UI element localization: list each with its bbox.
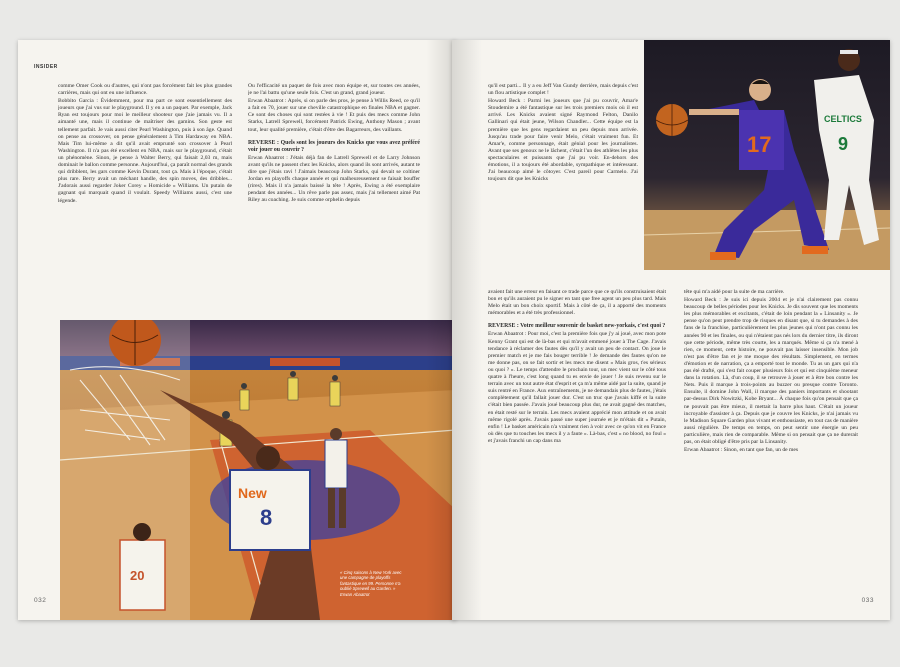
- svg-text:9: 9: [838, 134, 849, 154]
- left-page: [18, 40, 456, 620]
- paragraph: Erwan Abaatrot : Après, si on parle des pros, je pense à Willis Reed, ce qu'il a fait en 70, jouer sur une cheville catastrophique en finales NBA et gagner. Ce sont des choses qui sont restées à vie ! Et puis des mecs comme John Starks, Latrell Sprewell, forcément Patrick Ewing, Anthony Mason ; avant tout, leur qualité première, c'était d'être des Bagarreurs, des vaillants.: [248, 98, 420, 133]
- paragraph: Howard Beck : Parmi les joueurs que j'ai pu couvrir, Amar'e Stoudemire a été fantastique sur les trois premiers mois où il est arrivé. Les Knicks avaient signé Raymond Felton, Danilo Gallinari qui était jeune, Wilson Chandler... Cette équipe est la première que les gens regardaient un peu depuis mon arrivée. Jusqu'au trade pour faire venir Melo, c'était vraiment fun. Et Amar'e, comme personnage, était génial pour les journalistes. Avant que ses genoux ne le lâchent, c'était l'un des athlètes les plus spectaculaires et puissants que j'ai pu voir. En-dehors des émotions, il a toujours été abordable, sympathique et intéressant. J'ai beaucoup aimé le côtoyer. C'est pareil pour Carmelo. J'ai toujours dit que les Knicks: [488, 98, 638, 183]
- lin-rondo-photo: [644, 40, 890, 270]
- svg-text:20: 20: [130, 568, 145, 583]
- right-column-1-top: [488, 82, 638, 268]
- paragraph: qu'il est parti... Il y a eu Jeff Van Gundy derrière, mais depuis c'est un flou artistique complet !: [488, 83, 638, 97]
- right-column-1-bottom: [488, 288, 666, 598]
- paragraph: Howard Beck : Je suis ici depuis 2004 et je n'ai clairement pas connu beaucoup de belles périodes pour les Knicks. Je dis souvent que les moments les plus mémorables et excitants, c'était de loin pendant la « Linsanity ». Je pense qu'on peut prendre trop de risques en disant que, si tu demandes à des fans de la franchise, particulièrement les plus jeunes qui n'ont pas connu les années 90 et les finales, ou qui n'étaient pas nés lors du dernier titre, ils diront que cette période, même très courte, les a marqués. Même si ça n'a mené à rien, ce moment, cette histoire, ne pouvait pas laisser insensible. Mon job n'est pas d'être fan et je me moque des résultats. Simplement, en termes d'émotion et de narration, ça a emporté tout le monde. Tu as un gars qui n'a pas été drafté, qui s'est fait couper plusieurs fois et qui est cinquième meneur dans la rotation. Là, d'un coup, il se retrouve à jouer et à être bon contre les Nets. Puis il marque à trois-points au buzzer ou presque contre Toronto. Ensuite, il domine John Wall, il marque des paniers importants et shootant par-dessus Dirk Nowitzki, Kobe Bryant... À chaque fois qu'on pensait que ça ne pouvait pas être mieux, il mettait la barre plus haut. C'était un joueur incroyable d'assister à ça. Depuis que je couvre les Knicks, je n'ai jamais vu le Madison Square Garden plus vivant et enthousiaste, en tout cas de manière aussi régulière. De temps en temps, on peut sentir une énergie un peu particulière, mais rien de comparable. Même si on pensait que ça ne durerait pas, on était obligé d'être pris par la Linsanity.: [684, 297, 858, 445]
- paragraph: Bobbito Garcia : Évidemment, pour ma part ce sont essentiellement des joueurs que j'ai vus sur le playground. Il y en a un paquet. Par exemple, Jack Ryan est toujours pour moi le meilleur shooteur que j'aie jamais vu. Il a aimanté une, mais il continue de maîtriser des gamins. Son geste est tellement parfait. Je vais aussi citer Pearl Washington, puis à son âge. Quand on pense au crossover, on pense généralement à Tim Hardaway en NBA. Mais Tim lui-même a dit qu'il avait emprunté son crossover à Pearl Washington. Il n'a pas été excellent en NBA, mais sur le playground, c'était un phénomène. Sinon, je pense à Walter Berry, qui faisait 2,03 m, mais dominait le ballon comme personne. Aujourd'hui, ça paraît normal des grands qui dribblent, les gars comme Kevin Durant, tout ça. Mais à l'époque, c'était plus rare. Berry avait un méchant handle, des spin moves, des dribbles... J'adorais aussi regarder Joker Corey « Homicide » Williams. Un putain de gagnant qui marquait quand il voulait. Speedy Williams aussi, c'est une légende.: [58, 98, 232, 204]
- page-number-left: 032: [34, 597, 47, 604]
- svg-text:CELTICS: CELTICS: [824, 114, 862, 124]
- page-number-right: 033: [861, 597, 874, 604]
- right-page: [452, 40, 890, 620]
- svg-text:New: New: [238, 485, 267, 501]
- running-head: INSIDER: [34, 64, 58, 70]
- lin-rondo-image: [644, 40, 890, 270]
- knicks-dunk-photo: [60, 320, 456, 620]
- interview-question: REVERSE : Quels sont les joueurs des Knicks que vous avez préféré voir jouer ou couvrir ?: [248, 139, 420, 153]
- left-column-2: [248, 82, 420, 340]
- svg-text:17: 17: [747, 132, 772, 157]
- interview-question: REVERSE : Votre meilleur souvenir de basket new-yorkais, c'est quoi ?: [488, 323, 666, 330]
- paragraph: Erwan Abaatrot : Pour moi, c'est la première fois que j'y ai joué, avec mon pote Kenny Grant qui est de là-bas et qui m'avait emmené jouer à The Cage. J'avais tendance à réclamer des fautes dès qu'il y avait un peu de contact. On joue le premier match et je me fais bouger terrible ! Je demande des fautes qu'on ne me donne pas, on se fait sortir et les mecs me disent « Mais gros, t'es sérieux ou quoi ? ». Le temps d'attendre le prochain tour, un mec vient sur le côté tous quatre à l'heure, c'est long quand tu es envie de jouer ! Je suis revenu sur le terrain avec un tout autre état d'esprit et ça m'a même aidé par la suite, quand je suis rentré en France. Aux entraînements, je ne demandais plus de fautes, j'étais complètement qu'il fallait jouer dur. C'est un truc que j'avais kiffé et la suite c'était bien passée. J'avais joué beaucoup plus dur, ne avait gagné des matches, en était resté sur le terrain. Les mecs avaient apprécié mon attitude et on avait même rigolé après. J'avais passé une super journée et je m'étais dit « Putain, enfin ! Le basket américain n'a vraiment rien à voir avec ce qu'on vit en France où dès que tu touches les mecs il y a faute ». Là-bas, c'est « no blood, no foul » et j'avais franchi un cap dans ma: [488, 331, 666, 444]
- svg-text:8: 8: [260, 505, 273, 530]
- left-column-1: [58, 82, 232, 340]
- right-column-2-bottom: [684, 288, 858, 598]
- paragraph: tête qui m'a aidé pour la suite de ma carrière.: [684, 289, 785, 295]
- paragraph: avaient fait une erreur en faisant ce trade parce que ce qu'ils construisaient était bon et qu'ils auraient pu le signer en tant que free agent un peu plus tard. Mais Melo était un bon choix sportif. Mais à côté de ça, il a apporté des moments mémorables et a été très professionnel.: [488, 289, 666, 317]
- paragraph: Erwan Abaatrot : Sinon, en tant que fan, un de mes: [684, 447, 799, 454]
- paragraph: comme Omer Cook ou d'autres, qui n'ont pas forcément fait les plus grandes carrières, mais qui ont eu une influence.: [58, 83, 232, 97]
- paragraph: Erwan Abaatrot : J'étais déjà fan de Latrell Sprewell et de Larry Johnson avant qu'ils ne passent chez les Knicks, alors quand ils sont arrivés, autant te dire que j'étais ravi ! J'aimais beaucoup John Starks, qui devait se coltiner Jordan en playoffs chaque année et qui malheureusement se faisait bouffer (rires). Mais il n'a jamais baissé la tête ! Après, Ewing a été exemplaire pendant des années... Un rêve parle pas assez, mais j'ai tellement aimé Pat Riley au coaching. Je suis comme orphelin depuis: [248, 154, 420, 204]
- paragraph: Ou l'efficacité un paquet de fois avec mon équipe et, sur toutes ces années, je ne l'ai battu qu'une seule fois. C'est un grand, grand joueur.: [248, 83, 420, 97]
- photo-caption: « Cinq saisons à New York avec une campagne de playoffs fantastique en 99. Personne n'a oublié Sprewell au Garden. » Erwan Abaatrot: [340, 570, 402, 597]
